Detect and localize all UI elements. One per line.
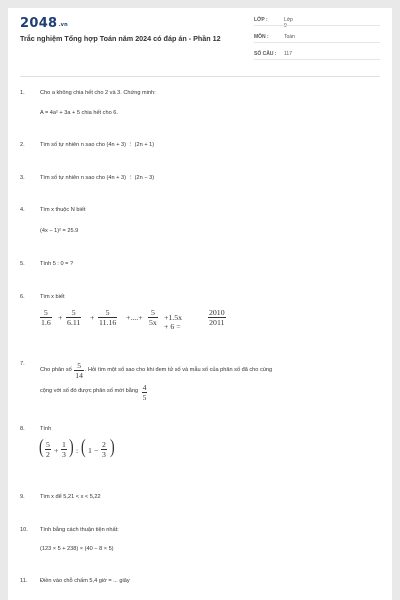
fraction: $\frac{5}{2}$ — [46, 440, 50, 459]
fraction: $\frac{5}{6.11}$ — [67, 308, 81, 327]
question-7-line-2: cộng với số đó được phân số mới bằng $\frac{4}{5}$ — [40, 383, 147, 402]
question-4-expression: (4x − 1)² = 25.9 — [40, 228, 79, 234]
fraction: $\frac{5}{14}$ — [75, 361, 83, 380]
fraction: $\frac{5}{1.6}$ — [41, 308, 51, 327]
question-10-expression: (123 × 5 + 238) × (40 − 8 × 5) — [40, 546, 114, 552]
page-header: 2048.vn Trắc nghiệm Tổng hợp Toán năm 2024 có đáp án - Phần 12 LỚP : Lớp 9 MÔN : Toán SỐ CÂU : 117 — [8, 8, 392, 68]
fraction: $\frac{5}{11.16}$ — [99, 308, 117, 327]
fraction: $\frac{2010}{2011}$ — [209, 308, 225, 327]
fraction: $\frac{4}{5}$ — [142, 383, 147, 402]
fraction: $\frac{2}{3}$ — [102, 440, 106, 459]
fraction: $\frac{5}{5x}$ — [149, 308, 157, 327]
site-logo[interactable]: 2048.vn — [20, 16, 69, 31]
divider — [20, 76, 380, 77]
document-page: 2048.vn Trắc nghiệm Tổng hợp Toán năm 2024 có đáp án - Phần 12 LỚP : Lớp 9 MÔN : Toán SỐ CÂU : 117 1. Cho a không chia hết cho 2 và 3. Chứng minh: A = 4a² + 3a + 5 chia hết cho 6. 2. Tìm số tự nhiên n sao cho (4n + 3) ⋮ (2n + 1) 3. Tìm số tự nhiên n sao cho (4n + 3) ⋮ (2n − 3) 4. Tìm x thuộc N biết (4x − 1)² = 25.9 5. Tính 5 : 0 = ? 6. Tìm x biết $\frac{5}{1.6}$ + $\frac{5}{6.11}$ + $\frac{5}{11.16}$ +....+ $\frac{5}{5x}$ +1.5x + 6 = $\frac{2010}{2011}$ 7. Cho phân số $\frac{5}{14}$ . Hỏi tìm một số sao cho khi đem tử số và mẫu số của phân số đã cho cùng cộng với số đó được phân số mới bằng $\frac{4}{5}$ 8. Tính ( $\frac{5}{2}$ + $\frac{1}{3}$ ) : ( 1 − $\frac{2}{3}$ ) 9. Tìm x để 5,21 < x < 5,22 10. Tính bằng cách thuận tiện nhất: (123 × 5 + 238) × (40 − 8 × 5) 11. Điền vào chỗ chấm 5,4 giờ = ... giây — [8, 8, 392, 600]
question-8-expression: ( $\frac{5}{2}$ + $\frac{1}{3}$ ) : ( 1 − $\frac{2}{3}$ ) — [39, 436, 115, 459]
page-title: Trắc nghiệm Tổng hợp Toán năm 2024 có đáp án - Phần 12 — [20, 34, 221, 43]
fraction: $\frac{1}{3}$ — [62, 440, 66, 459]
question-1-expression: A = 4a² + 3a + 5 chia hết cho 6. — [40, 110, 118, 116]
